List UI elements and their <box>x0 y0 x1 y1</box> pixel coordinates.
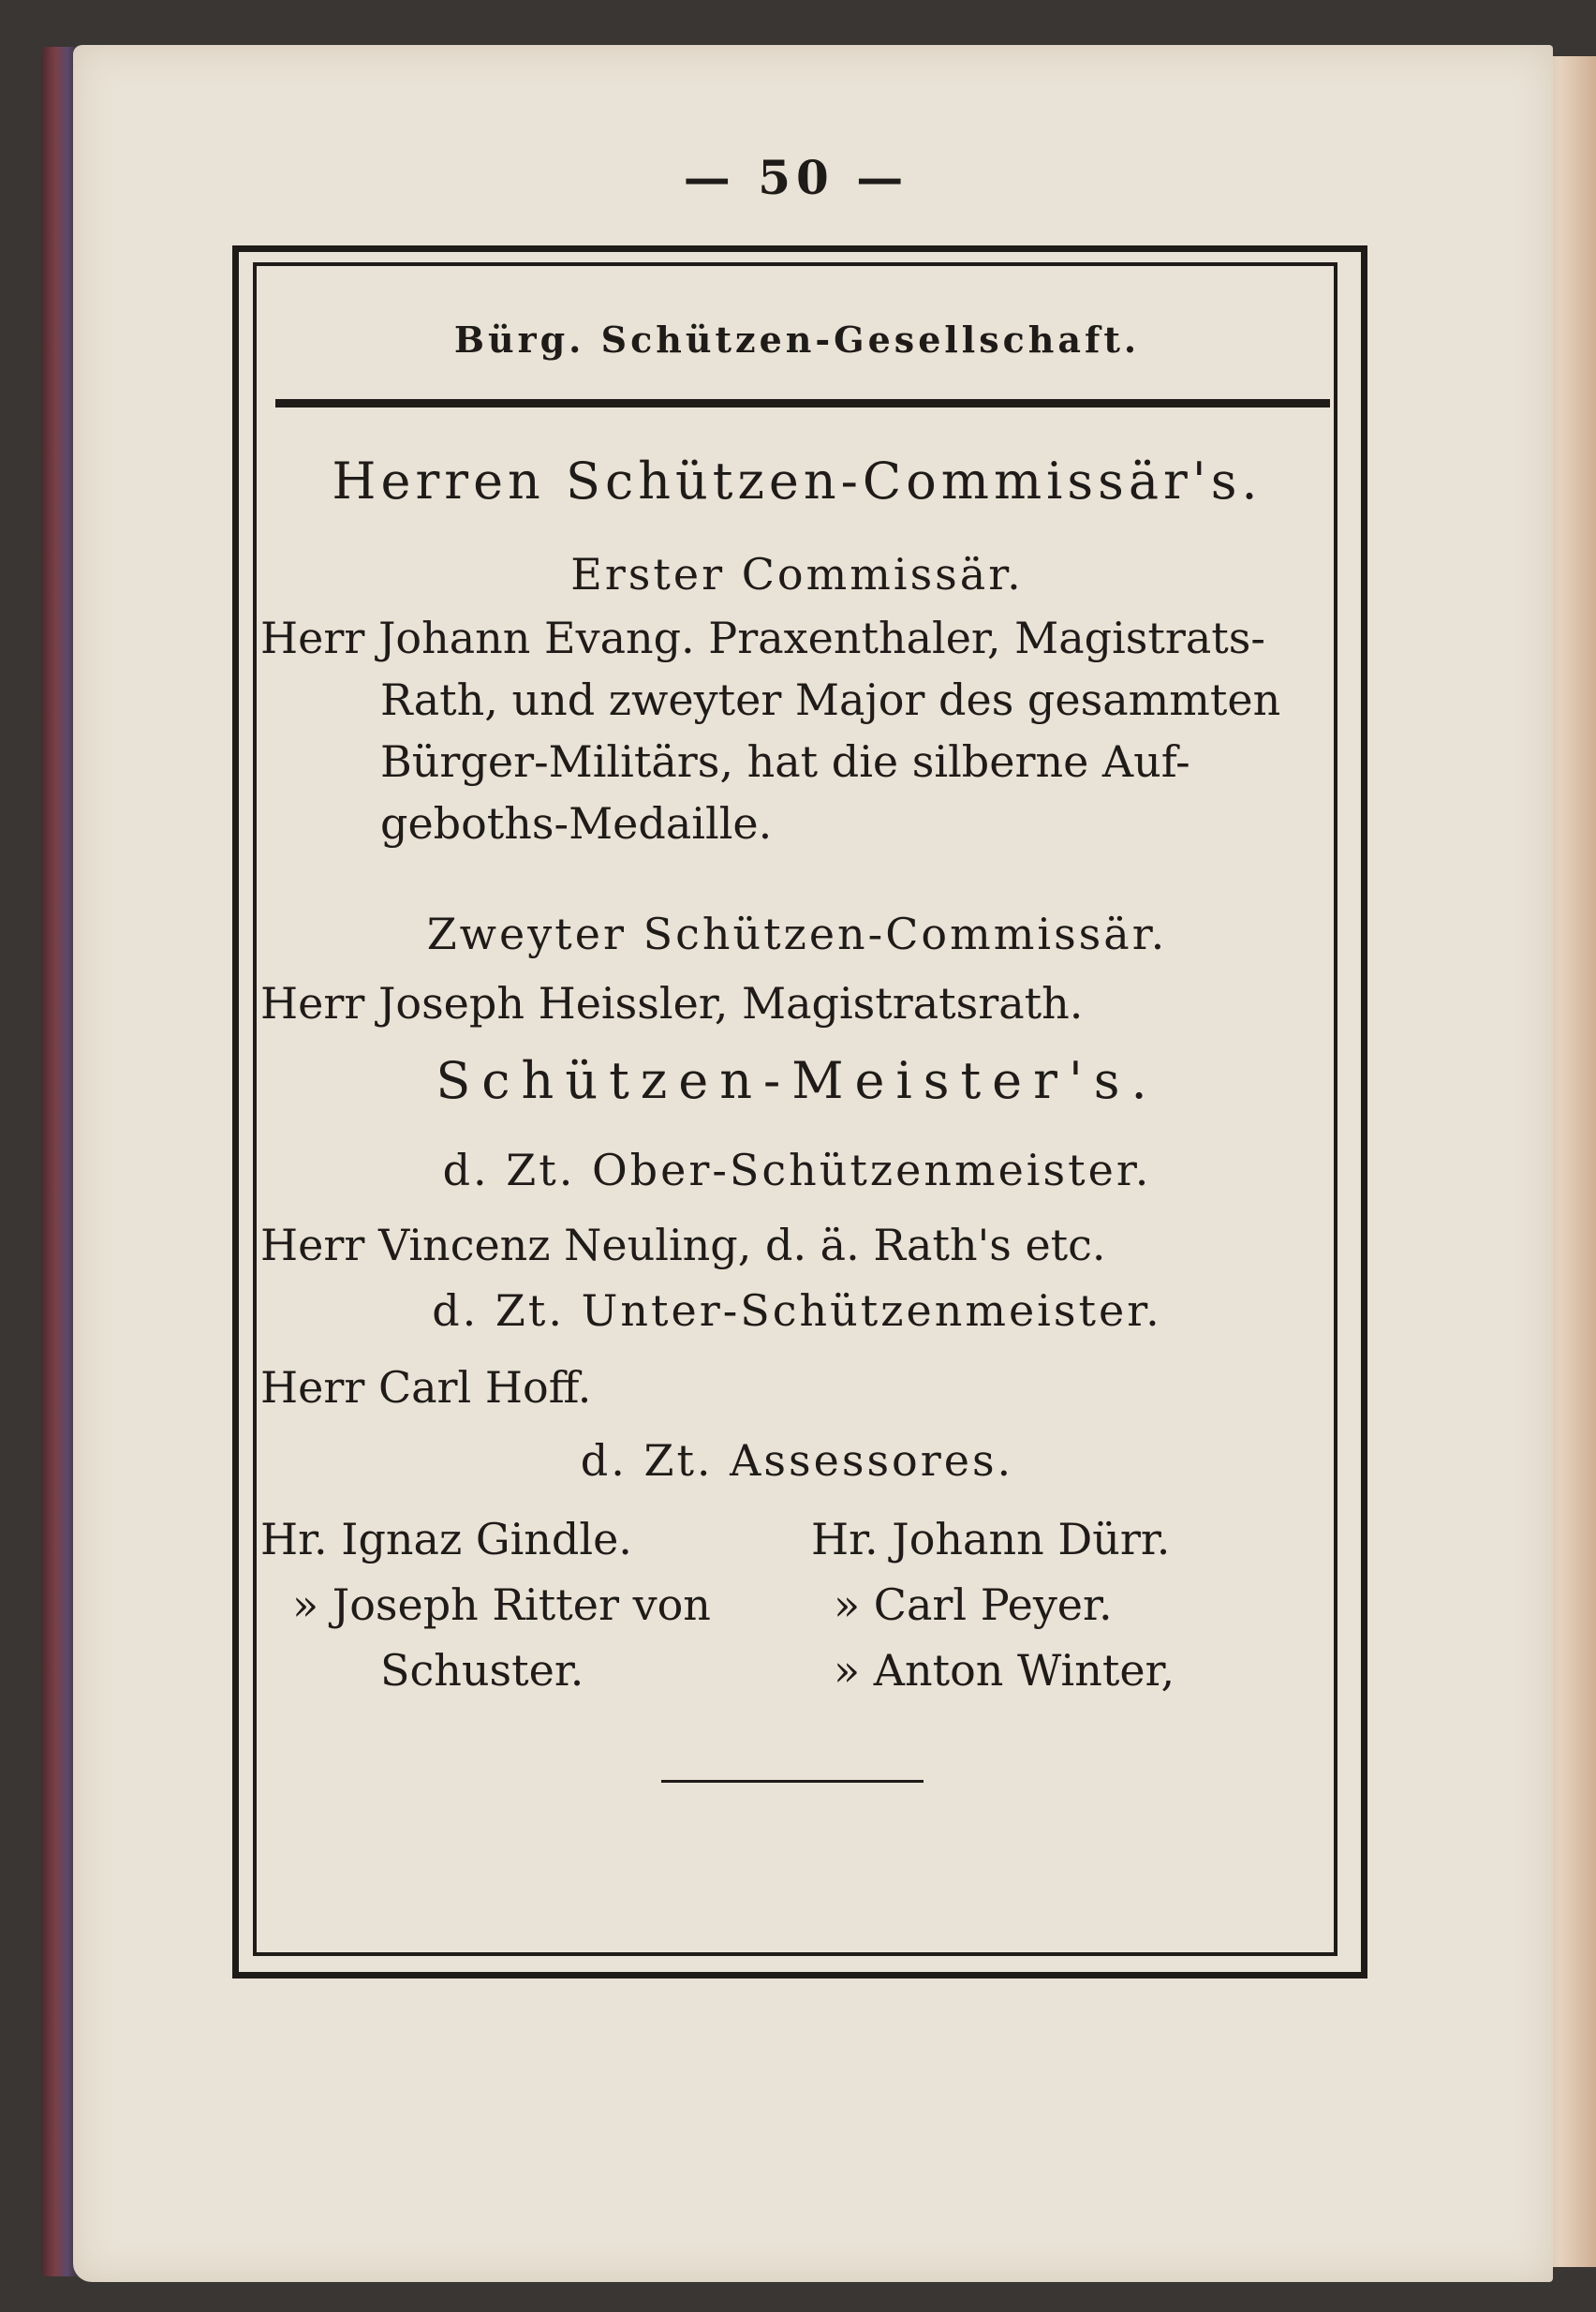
page-number: — 50 — <box>683 150 909 205</box>
assessor-right-1: Hr. Johann Dürr. <box>811 1514 1171 1564</box>
first-commissar-line-3: Bürger-Militärs, hat die silberne Auf- <box>380 736 1190 787</box>
second-commissar-line: Herr Joseph Heissler, Magistratsrath. <box>260 978 1084 1029</box>
first-commissar-line-2: Rath, und zweyter Major des gesammten <box>380 674 1281 725</box>
assessors-title: d. Zt. Assessores. <box>580 1435 1014 1486</box>
assessors-right-column <box>802 1506 1175 1703</box>
second-commissar-title: Zweyter Schützen-Commissär. <box>426 909 1168 959</box>
assessor-left-1: Hr. Ignaz Gindle. <box>260 1514 632 1564</box>
closing-rule <box>661 1780 924 1783</box>
assessor-left-3: Schuster. <box>380 1645 584 1696</box>
society-title: Bürg. Schützen-Gesellschaft. <box>453 319 1141 361</box>
first-commissar-line-1: Herr Johann Evang. Praxenthaler, Magistrats- <box>260 613 1265 663</box>
first-commissar-entry <box>260 607 1328 854</box>
heading-masters: Schützen-Meister's. <box>436 1051 1159 1110</box>
framed-content <box>259 268 1336 1945</box>
assessor-left-2: » Joseph Ritter von <box>292 1579 711 1630</box>
under-master-line: Herr Carl Hoff. <box>260 1362 592 1413</box>
assessor-right-2: » Carl Peyer. <box>834 1579 1113 1630</box>
heading-rule <box>275 399 1330 408</box>
heading-commissars: Herren Schützen-Commissär's. <box>332 452 1263 511</box>
assessor-right-3: » Anton Winter, <box>834 1645 1175 1696</box>
under-master-title: d. Zt. Unter-Schützenmeister. <box>432 1285 1162 1336</box>
upper-master-line: Herr Vincenz Neuling, d. ä. Rath's etc. <box>260 1220 1106 1270</box>
upper-master-title: d. Zt. Ober-Schützenmeister. <box>442 1145 1152 1195</box>
assessors-left-column <box>260 1506 711 1703</box>
first-commissar-title: Erster Commissär. <box>570 549 1024 600</box>
first-commissar-line-4: geboths-Medaille. <box>380 798 773 849</box>
